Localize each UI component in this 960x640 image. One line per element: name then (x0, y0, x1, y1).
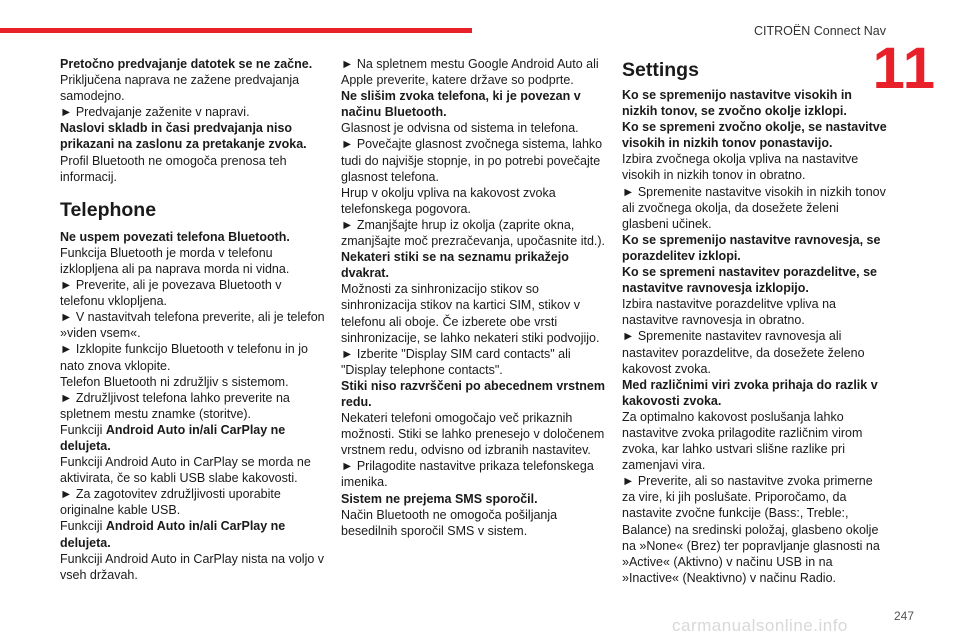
paragraph-text: Telefon Bluetooth ni združljiv s sistemom. (60, 374, 289, 389)
page-number: 247 (893, 609, 914, 623)
paragraph-text: Funkciji (60, 422, 106, 437)
paragraph-text: Ko se spremenijo nastavitve ravnovesja, se porazdelitev izklopi. (622, 232, 881, 263)
paragraph-text: ► Na spletnem mestu Google Android Auto ali Apple preverite, katere države so podprte. (341, 57, 599, 88)
section-heading: Settings (622, 59, 699, 81)
paragraph-text: Ko se spremenijo nastavitve visokih in nizkih tonov, se zvočno okolje izklopi. (622, 88, 852, 119)
paragraph-text: Naslovi skladb in časi predvajanja niso prikazani na zaslonu za pretakanje zvoka. (60, 121, 307, 152)
paragraph-text: Izbira nastavitve porazdelitve vpliva na nastavitve ravnovesja in obratno. (622, 297, 837, 328)
question-heading (341, 88, 607, 120)
body-paragraph (341, 346, 607, 378)
column-1 (60, 56, 326, 583)
body-paragraph (60, 551, 326, 583)
body-paragraph (60, 72, 326, 104)
paragraph-text: Ko se spremeni nastavitev porazdelitve, se nastavitve ravnovesja izklopijo. (622, 265, 877, 296)
header-accent-bar (0, 28, 472, 33)
question-heading (622, 87, 888, 119)
question-heading (622, 377, 888, 409)
question-heading (341, 249, 607, 281)
body-paragraph (60, 153, 326, 185)
body-paragraph (622, 296, 888, 328)
question-heading (341, 491, 607, 507)
body-paragraph (60, 374, 326, 390)
question-heading (622, 264, 888, 296)
paragraph-text: Način Bluetooth ne omogoča pošiljanja besedilnih sporočil SMS v sistem. (341, 507, 558, 538)
question-heading (622, 232, 888, 264)
body-paragraph (60, 341, 326, 373)
watermark: carmanualsonline.info (672, 616, 848, 635)
paragraph-text: Za optimalno kakovost poslušanja lahko nastavitve zvoka prilagodite različnim virom zvoka, kar lahko ustvari slišne razlike pri zamenjavi vira. (622, 409, 863, 473)
paragraph-text: ► Prilagodite nastavitve prikaza telefonskega imenika. (341, 459, 594, 490)
bold-tail-text: Android Auto in/ali CarPlay ne delujeta. (60, 422, 286, 453)
body-paragraph (341, 120, 607, 136)
column-3 (622, 59, 888, 586)
body-paragraph (60, 422, 326, 454)
chapter-number: 11 (872, 36, 936, 101)
body-paragraph (60, 309, 326, 341)
paragraph-text: Funkciji (60, 519, 106, 534)
body-paragraph (60, 277, 326, 309)
paragraph-text: Stiki niso razvrščeni po abecednem vrstnem redu. (341, 378, 605, 409)
body-paragraph (622, 184, 888, 232)
body-paragraph (622, 473, 888, 586)
paragraph-text: ► Za zagotovitev združljivosti uporabite originalne kable USB. (60, 487, 281, 518)
paragraph-text: Glasnost je odvisna od sistema in telefona. (341, 121, 579, 136)
paragraph-text: Ne slišim zvoka telefona, ki je povezan v načinu Bluetooth. (341, 89, 581, 120)
body-paragraph (341, 507, 607, 539)
paragraph-text: ► Povečajte glasnost zvočnega sistema, lahko tudi do najvišje stopnje, in po potrebi povečajte glasnost telefona. (341, 137, 603, 184)
paragraph-text: ► V nastavitvah telefona preverite, ali je telefon »viden vsem«. (60, 310, 325, 341)
question-heading (60, 120, 326, 152)
paragraph-text: ► Združljivost telefona lahko preverite na spletnem mestu znamke (storitve). (60, 390, 290, 421)
question-heading (622, 119, 888, 151)
paragraph-text: ► Predvajanje zaženite v napravi. (60, 105, 250, 120)
body-paragraph (341, 185, 607, 217)
header-title: CITROËN Connect Nav (754, 24, 886, 38)
body-paragraph (60, 454, 326, 486)
paragraph-text: Možnosti za sinhronizacijo stikov so sinhronizacija stikov na kartici SIM, stikov v telefonu ali oboje. Če izberete obe vrsti sinhronizacije, se lahko nekateri stiki podvojijo. (341, 282, 600, 345)
body-paragraph (341, 217, 607, 249)
paragraph-text: ► Spremenite nastavitve visokih in nizkih tonov ali zvočnega okolja, da dosežete želeni glasbeni učinek. (622, 184, 886, 231)
body-paragraph (341, 136, 607, 184)
body-paragraph (60, 104, 326, 120)
paragraph-text: Izbira zvočnega okolja vpliva na nastavitve visokih in nizkih tonov in obratno. (622, 152, 859, 183)
paragraph-text: ► Izberite "Display SIM card contacts" ali "Display telephone contacts". (341, 346, 571, 377)
body-paragraph (622, 328, 888, 376)
paragraph-text: Funkciji Android Auto in CarPlay nista na voljo v vseh državah. (60, 551, 325, 582)
body-paragraph (622, 151, 888, 183)
body-paragraph (622, 409, 888, 473)
paragraph-text: Profil Bluetooth ne omogoča prenosa teh informacij. (60, 153, 287, 184)
paragraph-text: ► Preverite, ali so nastavitve zvoka primerne za vire, ki jih poslušate. Priporočamo, da nastavite zvočne funkcije (Bass:, Treble:, Balance) na sredinski položaj, glasbeno okolje na »None« (Brez) ter popravljanje glasnosti na »Active« (Aktivno) v načinu USB in na »Inactive« (Neaktivno) v načinu Radio. (622, 474, 880, 585)
paragraph-text: Sistem ne prejema SMS sporočil. (341, 491, 538, 506)
paragraph-text: Ne uspem povezati telefona Bluetooth. (60, 229, 290, 244)
paragraph-text: ► Izklopite funkcijo Bluetooth v telefonu in jo nato znova vklopite. (60, 342, 308, 373)
column-2 (341, 56, 607, 539)
paragraph-text: Priključena naprava ne zažene predvajanja samodejno. (60, 73, 300, 104)
paragraph-text: Ko se spremeni zvočno okolje, se nastavitve visokih in nizkih tonov ponastavijo. (622, 120, 887, 151)
body-paragraph (341, 56, 607, 88)
section-heading: Telephone (60, 198, 157, 221)
body-paragraph (60, 390, 326, 422)
body-paragraph (60, 245, 326, 277)
paragraph-text: ► Spremenite nastavitev ravnovesja ali nastavitev porazdelitve, da dosežete želeno kakovost zvoka. (622, 329, 865, 376)
body-paragraph (60, 486, 326, 518)
body-paragraph (341, 281, 607, 345)
paragraph-text: Med različnimi viri zvoka prihaja do razlik v kakovosti zvoka. (622, 377, 878, 408)
bold-tail-text: Android Auto in/ali CarPlay ne delujeta. (60, 519, 286, 550)
question-heading (341, 378, 607, 410)
paragraph-text: Hrup v okolju vpliva na kakovost zvoka telefonskega pogovora. (341, 185, 556, 216)
paragraph-text: Pretočno predvajanje datotek se ne začne. (60, 57, 313, 71)
paragraph-text: Nekateri telefoni omogočajo več prikaznih možnosti. Stiki se lahko prenesejo v določenem vrstnem redu, odvisno od izbranih nastavitev. (341, 411, 605, 458)
paragraph-text: ► Preverite, ali je povezava Bluetooth v telefonu vklopljena. (60, 278, 282, 309)
question-heading (60, 229, 326, 245)
paragraph-text: Nekateri stiki se na seznamu prikažejo dvakrat. (341, 250, 569, 281)
body-paragraph (341, 458, 607, 490)
body-paragraph (60, 518, 326, 550)
question-heading (60, 56, 326, 72)
paragraph-text: ► Zmanjšajte hrup iz okolja (zaprite okna, zmanjšajte moč prezračevanja, upočasnite itd.). (341, 217, 606, 249)
paragraph-text: Funkcija Bluetooth je morda v telefonu izklopljena ali pa naprava morda ni vidna. (60, 245, 290, 276)
paragraph-text: Funkciji Android Auto in CarPlay se morda ne aktivirata, če so kabli USB slabe kakovosti. (60, 455, 311, 486)
body-paragraph (341, 410, 607, 458)
